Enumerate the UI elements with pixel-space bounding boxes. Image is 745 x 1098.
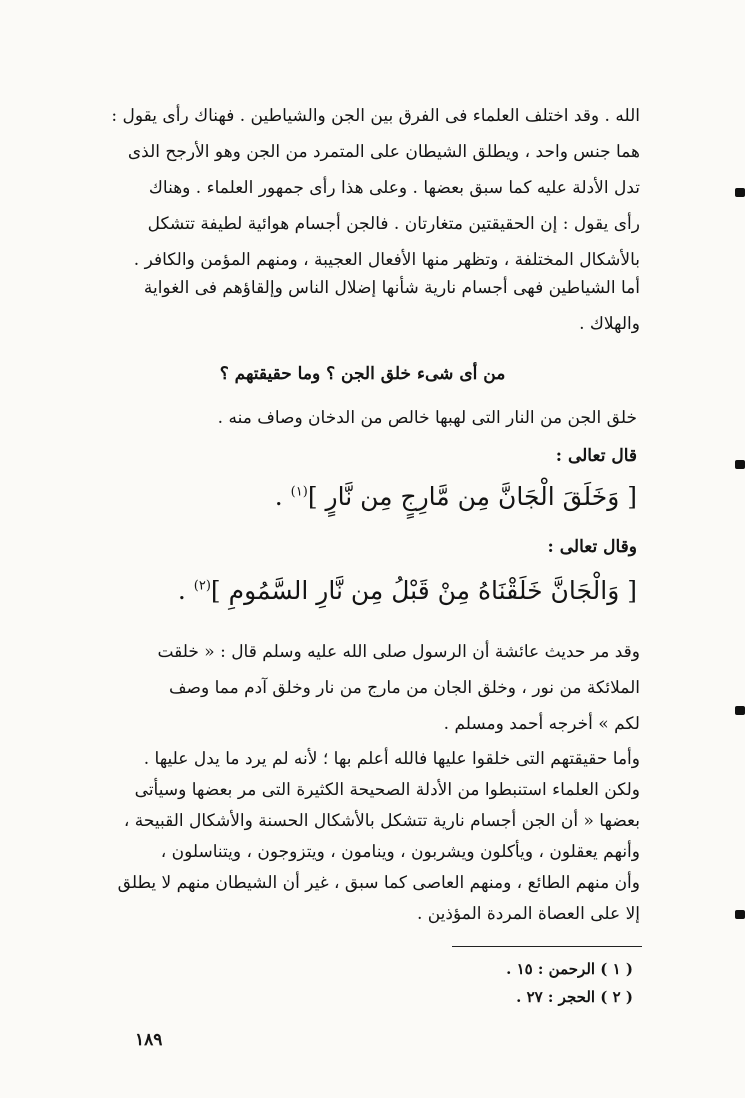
verse-text: [ وَالْجَانَّ خَلَقْنَاهُ مِنْ قَبْلُ مِن نَّارِ السَّمُومِ ] (210, 576, 637, 605)
qala-label-2: وقال تعالى : (547, 537, 637, 557)
footnote-ref-2: (٢) (193, 578, 211, 594)
footnote-ref-1: (١) (290, 484, 308, 500)
text-line: رأى يقول : إن الحقيقتين متغارتان . فالجن أجسام هوائية لطيفة تتشكل (147, 214, 640, 234)
text-line: هما جنس واحد ، ويطلق الشيطان على المتمرد من الجن وهو الأرجح الذى (127, 142, 640, 162)
verse-text: [ وَخَلَقَ الْجَانَّ مِن مَّارِجٍ مِن نَّارٍ ] (307, 482, 637, 511)
paragraph-devils (100, 270, 640, 342)
verse-end: . (177, 576, 186, 605)
text-line: ولكن العلماء استنبطوا من الأدلة الصحيحة الكثيرة التى مر بعضها وسيأتى (134, 780, 640, 800)
page-number: ١٨٩ (135, 1030, 163, 1050)
text-line: الله . وقد اختلف العلماء فى الفرق بين الجن والشياطين . فهناك رأى يقول : (111, 106, 640, 126)
quran-verse-2 (178, 576, 637, 605)
scan-edge-mark (735, 188, 745, 197)
text-line-creation: خلق الجن من النار التى لهبها خالص من الدخان وصاف منه . (217, 408, 637, 428)
paragraph-hadith (100, 634, 640, 742)
scan-edge-mark (735, 706, 745, 715)
text-line: تدل الأدلة عليه كما سبق بعضها . وعلى هذا رأى جمهور العلماء . وهناك (148, 178, 640, 198)
text-line: بالأشكال المختلفة ، وتظهر منها الأفعال العجيبة ، ومنهم المؤمن والكافر . (133, 250, 640, 270)
text-line: لكم » أخرجه أحمد ومسلم . (443, 714, 640, 734)
text-line: الملائكة من نور ، وخلق الجان من مارج من نار وخلق آدم مما وصف (168, 678, 640, 698)
scan-edge-mark (735, 910, 745, 919)
text-line: وأنهم يعقلون ، ويأكلون ويشربون ، وينامون ، ويتزوجون ، ويتناسلون ، (160, 842, 640, 862)
footnote-separator (452, 946, 642, 947)
footnote-2: ( ٢ ) الحجر : ٢٧ . (516, 988, 633, 1006)
footnote-1: ( ١ ) الرحمن : ١٥ . (506, 960, 633, 978)
verse-end: . (274, 482, 283, 511)
scan-edge-mark (735, 460, 745, 469)
text-line: وأما حقيقتهم التى خلقوا عليها فالله أعلم بها ؛ لأنه لم يرد ما يدل عليها . (143, 749, 640, 769)
quran-verse-1 (275, 482, 637, 511)
text-line: والهلاك . (579, 314, 640, 334)
qala-label-1: قال تعالى : (555, 446, 637, 466)
text-line: إلا على العصاة المردة المؤذين . (416, 904, 640, 924)
section-heading: من أى شىء خلق الجن ؟ وما حقيقتهم ؟ (219, 364, 506, 384)
text-line: أما الشياطين فهى أجسام نارية شأنها إضلال الناس وإلقاؤهم فى الغواية (143, 278, 640, 298)
paragraph-nature (100, 744, 640, 930)
paragraph-jinn-devils-difference (100, 98, 640, 278)
text-line: وأن منهم الطائع ، ومنهم العاصى كما سبق ، غير أن الشيطان منهم لا يطلق (117, 873, 640, 893)
text-line: وقد مر حديث عائشة أن الرسول صلى الله عليه وسلم قال : « خلقت (157, 642, 640, 662)
text-line: بعضها « أن الجن أجسام نارية تتشكل بالأشكال الحسنة والأشكال القبيحة ، (123, 811, 640, 831)
